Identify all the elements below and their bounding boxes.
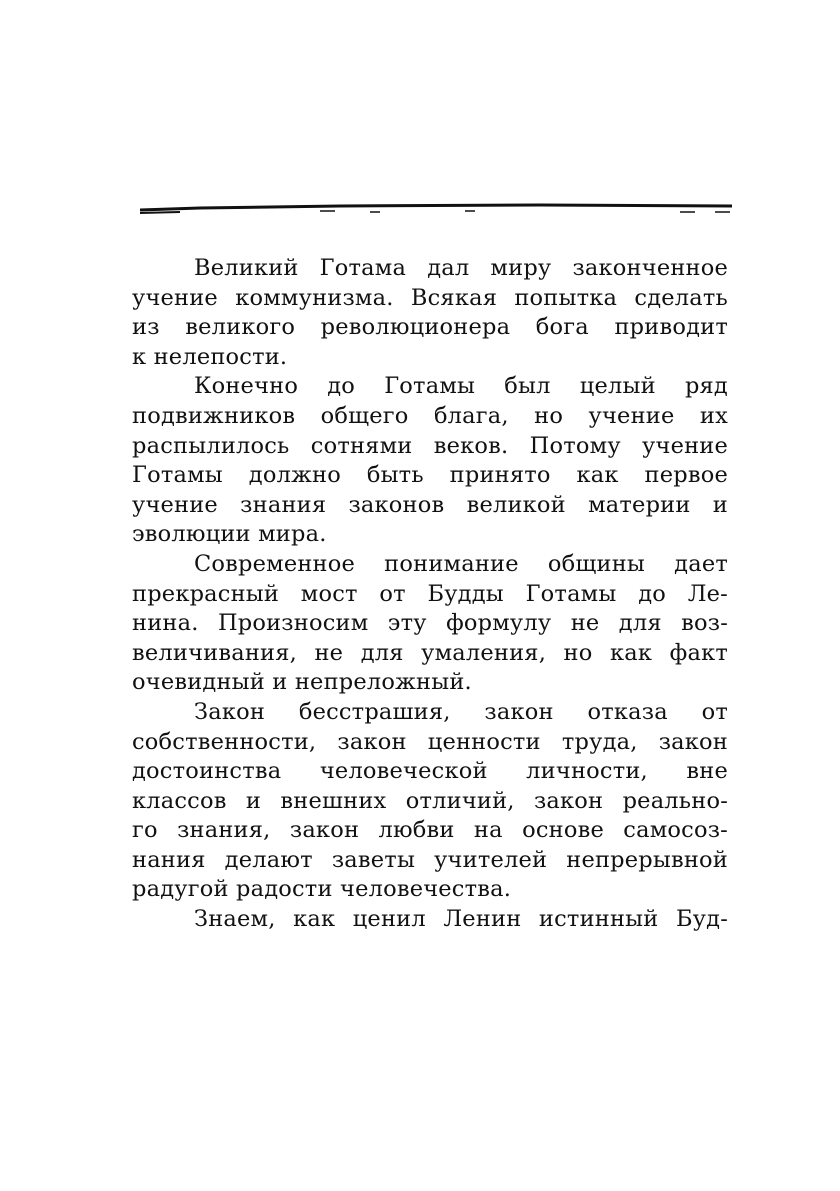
text-line: го знания, закон любви на основе самосоз-	[132, 817, 728, 844]
text-line: Современное понимание общины дает	[194, 550, 728, 577]
paragraph-5	[132, 905, 728, 935]
text-line: к нелепости.	[132, 343, 288, 370]
header-rule	[140, 203, 732, 215]
text-line: величивания, не для умаления, но как факт	[132, 639, 728, 666]
text-line: Закон бесстрашия, закон отказа от	[194, 698, 728, 725]
text-line: учение коммунизма. Всякая попытка сделать	[132, 284, 728, 311]
text-line: эволюции мира.	[132, 521, 327, 548]
text-line: собственности, закон ценности труда, закон	[132, 728, 728, 755]
body-text	[132, 254, 728, 935]
text-line: очевидный и непреложный.	[132, 669, 472, 696]
text-line: достоинства человеческой личности, вне	[132, 758, 728, 785]
text-line: нания делают заветы учителей непрерывной	[132, 846, 728, 873]
text-line: распылилось сотнями веков. Потому учение	[132, 432, 728, 459]
text-line: радугой радости человечества.	[132, 876, 512, 903]
paragraph-3	[132, 550, 728, 698]
text-line: Конечно до Готамы был целый ряд	[194, 373, 728, 400]
text-line: Знаем, как ценил Ленин истинный Буд-	[194, 906, 728, 933]
paragraph-2	[132, 372, 728, 550]
text-line: Великий Готама дал миру законченное	[194, 255, 728, 281]
text-line: подвижников общего блага, но учение их	[132, 402, 728, 429]
text-line: из великого революционера бога приводит	[132, 314, 728, 341]
paragraph-1	[132, 254, 728, 372]
paragraph-4	[132, 698, 728, 905]
text-line: нина. Произносим эту формулу не для воз-	[132, 610, 728, 637]
text-line: прекрасный мост от Будды Готамы до Ле-	[132, 580, 728, 607]
text-line: классов и внешних отличий, закон реально-	[132, 787, 728, 814]
text-line: Готамы должно быть принято как первое	[132, 462, 728, 489]
text-line: учение знания законов великой материи и	[132, 491, 728, 518]
